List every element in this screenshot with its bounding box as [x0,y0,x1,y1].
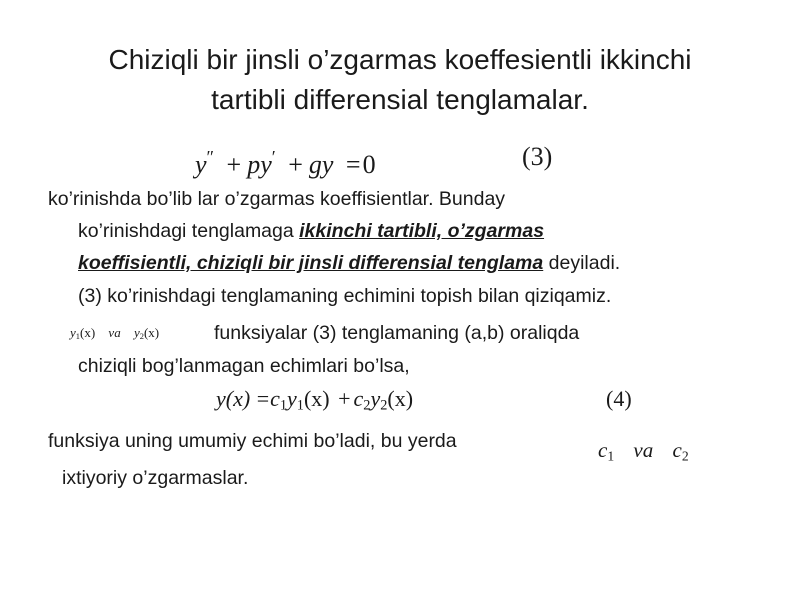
paragraph-2-line-2: chiziqli bog’lanmagan echimlari bo’lsa, [78,355,410,377]
title-line-1: Chiziqli bir jinsli o’zgarmas koeffesientli ikkinchi [108,44,692,75]
inline-functions-y1-y2: $y_1(x)$ va $y_2(x)$ [70,325,160,342]
title-line-2: tartibli differensial tenglamalar. [211,84,589,115]
equation-4-number: (4) [606,386,632,411]
paragraph-1-line-3: koeffisientli, chiziqli bir jinsli differensial tenglama deyiladi. [78,252,621,274]
term-definition-part-2: koeffisientli, chiziqli bir jinsli differensial tenglama [78,252,544,274]
paragraph-1-line-4: (3) ko’rinishdagi tenglamaning echimini topish bilan qiziqamiz. [78,285,612,307]
equation-3-number: (3) [522,142,553,171]
equation-3: y″ + py′ + gy =0 [195,147,376,179]
slide-title [0,40,800,120]
paragraph-3-line-2: ixtiyoriy o’zgarmaslar. [62,467,249,489]
term-definition-part-1: ikkinchi tartibli, o’zgarmas [299,220,545,242]
paragraph-2-line-1: funksiyalar (3) tenglamaning (a,b) oraliqda [214,322,580,344]
paragraph-1-line-1: ko’rinishda bo’lib lar o’zgarmas koeffisientlar. Bunday [48,188,506,210]
paragraph-1-line-2: ko’rinishdagi tenglamaga ikkinchi tartibli, o’zgarmas [78,220,545,242]
paragraph-3-line-1: funksiya uning umumiy echimi bo’ladi, bu yerda [48,430,457,452]
equation-4: $y(x) =c_1y_1(x) + c_2y_2(x)$ [216,386,414,414]
constants-c1-c2: $c_1$ va $c_2$ [598,438,689,464]
